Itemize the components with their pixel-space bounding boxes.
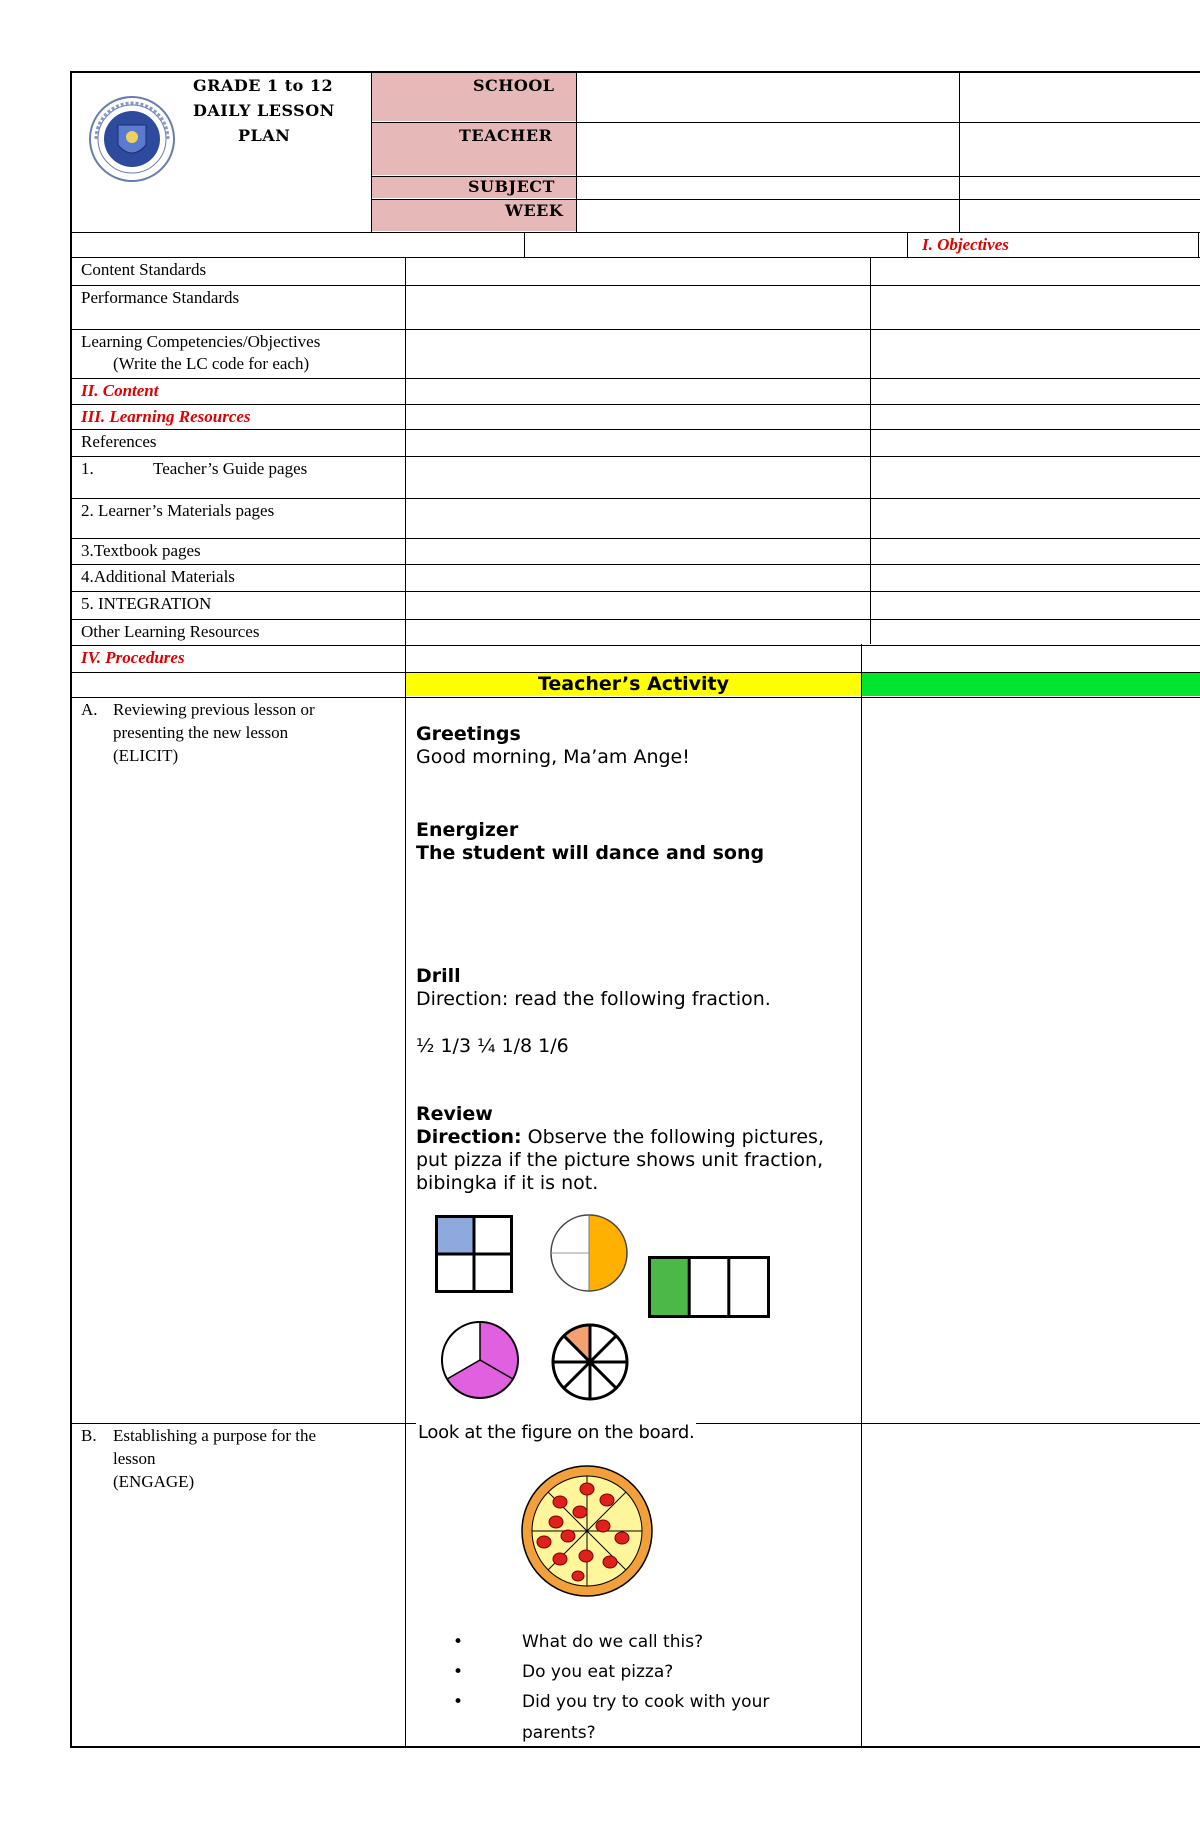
performance-standards-label: Performance Standards xyxy=(81,288,240,307)
other-resources-label: Other Learning Resources xyxy=(81,622,260,641)
row-divider xyxy=(70,591,1200,592)
pepperoni xyxy=(561,1530,575,1542)
page-title-line3: PLAN xyxy=(238,126,291,145)
section-learning-resources: III. Learning Resources xyxy=(81,407,251,426)
review-title: Review xyxy=(416,1103,493,1125)
column-divider xyxy=(870,257,871,644)
look-at-figure-text: Look at the figure on the board. xyxy=(418,1422,695,1443)
procedure-a-letter: A. xyxy=(81,700,98,719)
pepperoni xyxy=(603,1556,617,1568)
rectangle-third-figure xyxy=(648,1256,770,1318)
fractions-list: ½ 1/3 ¼ 1/8 1/6 xyxy=(416,1035,569,1057)
eighth-circle-figure xyxy=(550,1322,630,1402)
subject-label: SUBJECT xyxy=(468,177,555,196)
row-divider xyxy=(70,285,1200,286)
textbook-pages-label: 3.Textbook pages xyxy=(81,541,201,560)
section-objectives: I. Objectives xyxy=(922,235,1009,254)
review-line3: bibingka if it is not. xyxy=(416,1172,599,1194)
question-3: Did you try to cook with your xyxy=(522,1692,770,1712)
week-label: WEEK xyxy=(505,201,564,220)
objectives-divider xyxy=(1198,232,1199,257)
teacher-activity-header: Teacher’s Activity xyxy=(537,673,730,695)
pepperoni xyxy=(553,1496,567,1508)
references-label: References xyxy=(81,432,157,451)
bottom-border xyxy=(70,1746,1200,1748)
pepperoni xyxy=(615,1532,629,1544)
top-border xyxy=(70,71,1200,73)
learning-competencies-label: Learning Competencies/Objectives xyxy=(81,332,321,351)
pepperoni xyxy=(600,1494,614,1506)
pepperoni xyxy=(572,1571,584,1581)
procedure-a-line2: presenting the new lesson xyxy=(113,723,289,742)
row-divider xyxy=(70,619,1200,620)
row-divider xyxy=(70,257,1200,258)
row-divider xyxy=(70,429,1200,430)
teachers-guide-label: Teacher’s Guide pages xyxy=(153,459,308,478)
question-1: What do we call this? xyxy=(522,1632,704,1652)
page-title-line1: GRADE 1 to 12 xyxy=(193,76,334,95)
question-2: Do you eat pizza? xyxy=(522,1662,674,1682)
pepperoni xyxy=(537,1536,551,1548)
procedure-a-line1: Reviewing previous lesson or xyxy=(113,700,315,719)
procedure-b-letter: B. xyxy=(81,1426,97,1445)
row-divider xyxy=(70,378,1200,379)
header-divider xyxy=(576,71,577,232)
row-divider xyxy=(70,329,1200,330)
review-line2: put pizza if the picture shows unit fraction, xyxy=(416,1149,824,1171)
teacher-label: TEACHER xyxy=(459,126,553,145)
pizza-figure xyxy=(520,1464,654,1598)
header-divider xyxy=(371,199,1200,200)
drill-text: Direction: read the following fraction. xyxy=(416,988,771,1010)
column-divider xyxy=(861,644,862,1747)
procedure-b-line2: lesson xyxy=(113,1449,156,1468)
left-border xyxy=(70,71,72,1747)
row-divider xyxy=(70,645,1200,646)
row-divider xyxy=(70,456,1200,457)
bullet-dot: • xyxy=(453,1662,464,1682)
header-divider xyxy=(371,176,1200,177)
procedure-b-line3: (ENGAGE) xyxy=(113,1472,195,1491)
teachers-guide-number: 1. xyxy=(81,459,94,478)
school-label: SCHOOL xyxy=(473,76,555,95)
rectangle-shaded-part xyxy=(650,1258,690,1317)
half-circle-figure xyxy=(549,1213,629,1293)
row-divider xyxy=(70,564,1200,565)
page-title-line2: DAILY LESSON xyxy=(193,101,335,120)
procedure-b-line1: Establishing a purpose for the xyxy=(113,1426,317,1445)
objectives-divider xyxy=(907,232,908,257)
review-direction-text: Observe the following pictures, xyxy=(521,1126,824,1148)
additional-materials-label: 4.Additional Materials xyxy=(81,567,235,586)
section-content: II. Content xyxy=(81,381,159,400)
bullet-dot: • xyxy=(453,1632,464,1652)
pepperoni xyxy=(580,1483,594,1495)
pepperoni xyxy=(553,1553,567,1565)
content-standards-label: Content Standards xyxy=(81,260,207,279)
header-divider xyxy=(371,122,1200,123)
row-divider xyxy=(70,538,1200,539)
pepperoni xyxy=(573,1506,587,1518)
greetings-text: Good morning, Ma’am Ange! xyxy=(416,746,690,768)
learning-competencies-note: (Write the LC code for each) xyxy=(113,354,310,373)
drill-title: Drill xyxy=(416,965,461,987)
pupil-activity-header-cell xyxy=(862,673,1200,696)
pepperoni xyxy=(549,1516,563,1528)
row-divider xyxy=(70,498,1200,499)
half-circle-shaded-part xyxy=(589,1215,627,1291)
deped-seal-logo xyxy=(88,95,176,183)
learners-materials-label: 2. Learner’s Materials pages xyxy=(81,501,275,520)
bullet-dot: • xyxy=(453,1692,464,1712)
column-divider xyxy=(405,257,406,1747)
integration-label: 5. INTEGRATION xyxy=(81,594,212,613)
row-divider xyxy=(70,404,1200,405)
third-circle-figure xyxy=(440,1320,520,1400)
section-procedures: IV. Procedures xyxy=(81,648,185,667)
objectives-divider xyxy=(524,232,525,257)
energizer-title: Energizer xyxy=(416,819,519,841)
greetings-title: Greetings xyxy=(416,723,521,745)
header-divider xyxy=(959,71,960,232)
row-divider xyxy=(70,697,1200,698)
procedure-a-line3: (ELICIT) xyxy=(113,746,179,765)
header-divider xyxy=(70,232,1200,233)
review-direction-label: Direction: xyxy=(416,1126,522,1148)
square-shaded-part xyxy=(437,1217,474,1254)
header-divider xyxy=(371,71,372,232)
square-quarter-figure xyxy=(435,1215,513,1293)
pepperoni xyxy=(596,1520,610,1532)
pepperoni xyxy=(579,1550,593,1562)
energizer-text: The student will dance and song xyxy=(416,842,765,864)
question-3-continued: parents? xyxy=(522,1723,596,1743)
review-direction xyxy=(416,1125,824,1149)
